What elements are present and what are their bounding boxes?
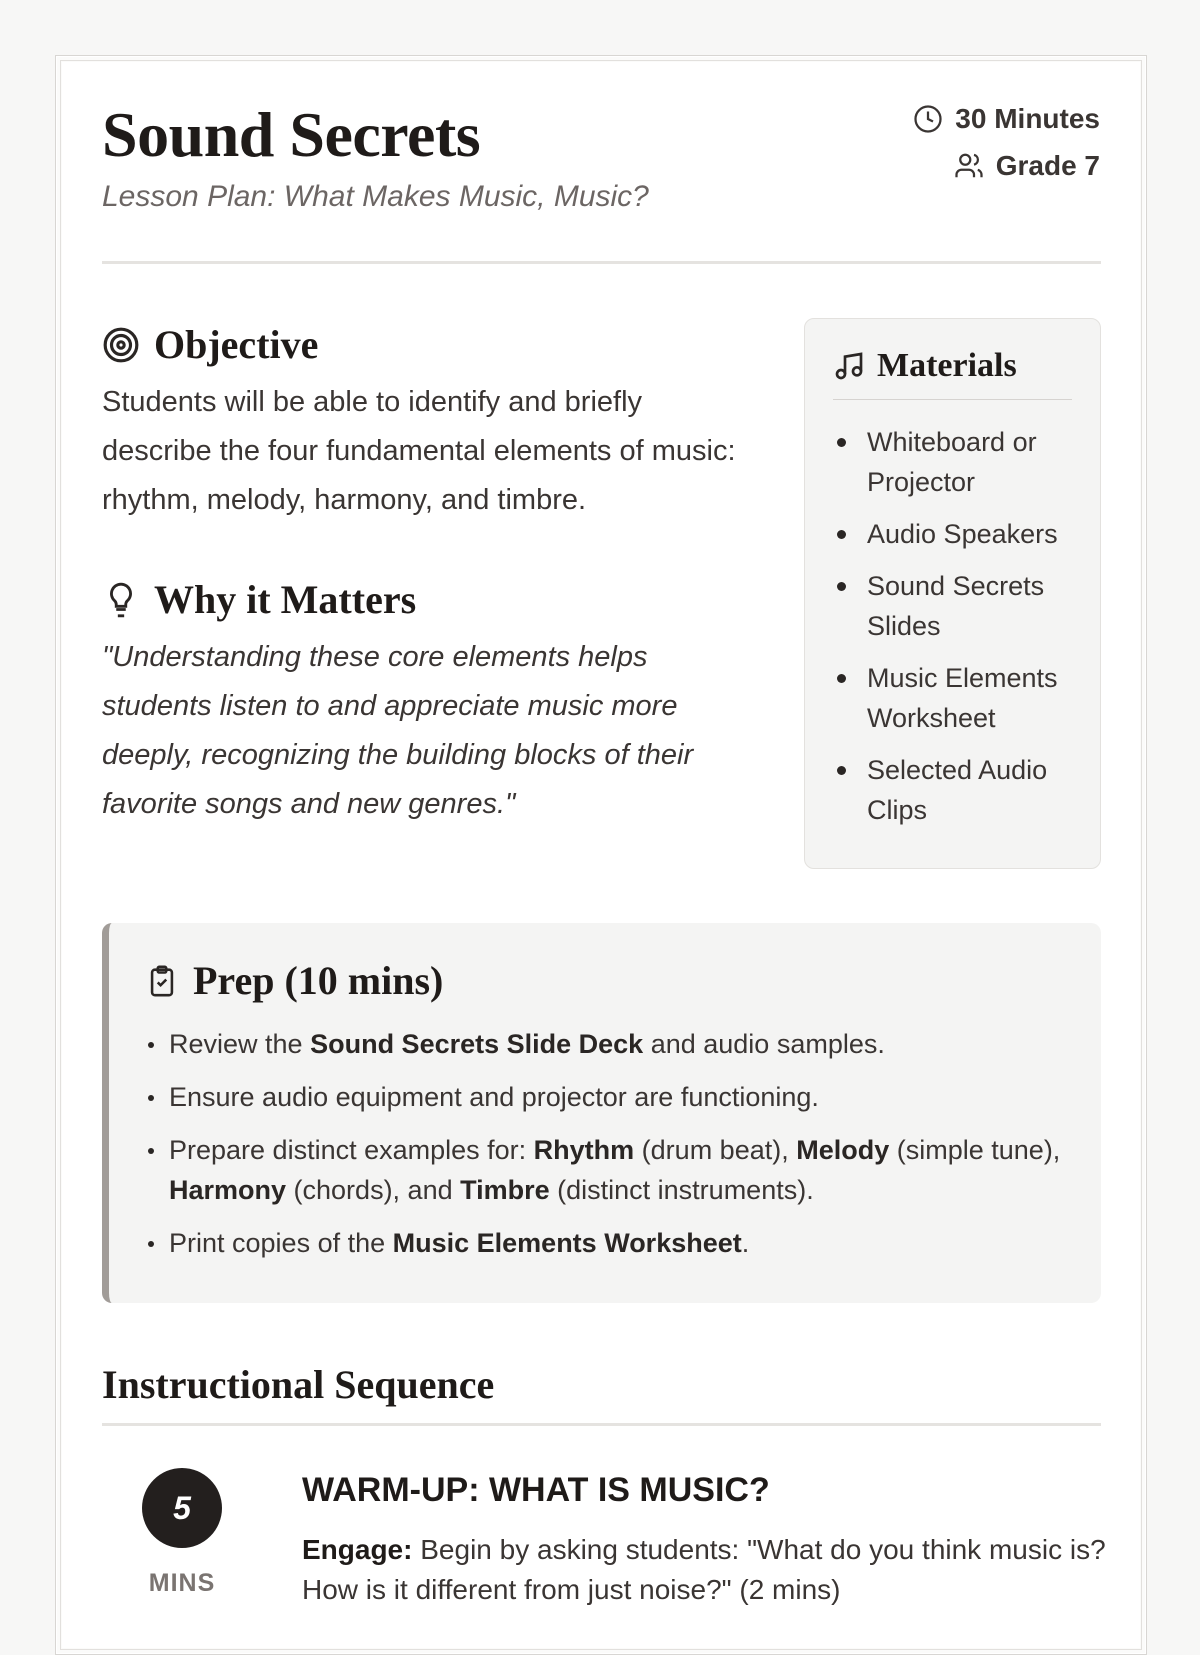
materials-box [804, 318, 1101, 869]
why-section [102, 576, 742, 829]
duration-text: 30 Minutes [955, 102, 1100, 134]
page-title: Sound Secrets [102, 99, 481, 170]
list-item: Print copies of the Music Elements Worksheet. [145, 1223, 1065, 1263]
prep-list [145, 1024, 1065, 1263]
target-icon [102, 326, 140, 364]
clipboard-check-icon [145, 964, 179, 998]
lesson-plan-card [55, 55, 1147, 1655]
prep-section [102, 923, 1101, 1303]
lightbulb-icon [102, 581, 140, 619]
why-heading [102, 576, 742, 623]
sequence-heading: Instructional Sequence [102, 1362, 495, 1407]
materials-list [833, 422, 1072, 830]
step-body: Engage: Begin by asking students: "What do you think music is? How is it different from just noise?" (2 mins) [302, 1534, 1106, 1605]
header-divider [102, 261, 1101, 264]
list-item: Selected Audio Clips [833, 750, 1072, 830]
grade-text: Grade 7 [995, 149, 1100, 181]
duration [913, 102, 1100, 135]
clock-icon [913, 104, 943, 134]
list-item: Sound Secrets Slides [833, 566, 1072, 646]
grade [913, 149, 1100, 182]
objective-heading-text: Objective [154, 322, 319, 367]
list-item: Review the Sound Secrets Slide Deck and audio samples. [145, 1024, 1065, 1064]
sequence-divider [102, 1423, 1101, 1426]
list-item: Audio Speakers [833, 514, 1072, 554]
list-item: Music Elements Worksheet [833, 658, 1072, 738]
list-item: Ensure audio equipment and projector are functioning. [145, 1077, 1065, 1117]
objective-text: Students will be able to identify and briefly describe the four fundamental elements of music: rhythm, melody, harmony, and timbre. [102, 386, 736, 516]
users-icon [954, 151, 984, 181]
why-heading-text: Why it Matters [154, 577, 417, 622]
lesson-meta [913, 102, 1100, 182]
objective-section [102, 321, 742, 525]
step-title: WARM-UP: WHAT IS MUSIC? [302, 1471, 770, 1509]
list-item: Prepare distinct examples for: Rhythm (drum beat), Melody (simple tune), Harmony (chords), and Timbre (distinct instruments). [145, 1130, 1065, 1210]
materials-heading-text: Materials [877, 347, 1017, 384]
page-subtitle: Lesson Plan: What Makes Music, Music? [102, 180, 649, 213]
list-item: Whiteboard or Projector [833, 422, 1072, 502]
objective-heading [102, 321, 742, 368]
prep-heading [145, 957, 1065, 1004]
music-note-icon [833, 350, 865, 382]
prep-heading-text: Prep (10 mins) [193, 958, 444, 1003]
materials-heading [833, 347, 1072, 400]
step-minutes-unit: MINS [148, 1569, 216, 1597]
why-quote: "Understanding these core elements helps students listen to and appreciate music more deeply, recognizing the building blocks of their favorite songs and new genres." [102, 641, 694, 820]
step-minutes-badge: 5 [142, 1468, 222, 1548]
